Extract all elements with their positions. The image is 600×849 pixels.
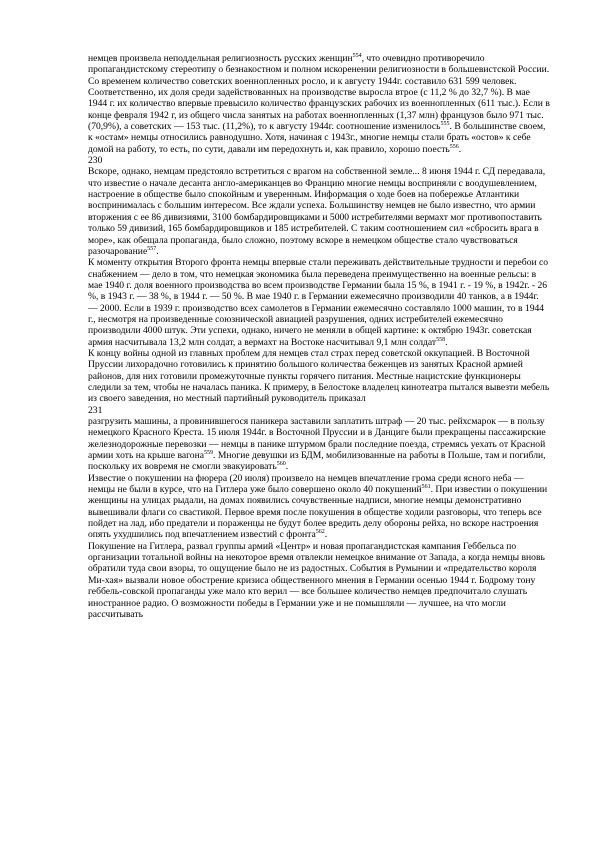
footnote-marker: 561 bbox=[421, 484, 431, 491]
footnote-marker: 560 bbox=[276, 461, 286, 468]
footnote-marker: 556 bbox=[449, 143, 459, 150]
footnote-marker: 559 bbox=[204, 450, 214, 457]
text-run: . bbox=[458, 143, 462, 155]
paragraph bbox=[88, 166, 550, 257]
text-run: , что очевидно противоречило пропагандистскому стереотипу о безнакостном и полном искоренении религиозности в большевистской России. Со временем количество советских военнопленных росло, и к августу 1944г. составило 631 599 человек. Соответственно, их доля среди задействованных на производстве выросла втрое (с 11,2 % до 32,7 %). В мае 1944 г. их количество впервые превысило количество французских рабочих из военнопленных (611 тыс.). Если в конце февраля 1942 г, из общего числа занятых на работах военнопленных (1,37 млн) французов было 971 тыс. (70,9%), а советских — 153 тыс. (11,2%), то к августу 1944г. соотношение изменилось bbox=[88, 53, 550, 133]
text-run: К моменту открытия Второго фронта немцы впервые стали переживать действительные трудности и перебои со снабжением — дело в том, что немецкая экономика была переведена преимущественно на военные рельсы: в мае 1940 г. доля военного производства во всем производстве Германии была 15 %, в 1941 г. - 19 %, в 1942г. - 26 %, в 1943 г. — 38 %, в 1944 г. — 50 %. В мае 1940 г. в Германии ежемесячно производили 40 танков, а в 1944г. — 2000. Если в 1939 г. производство всех самолетов в Германии ежемесячно составляло 1000 машин, то в 1944 г., несмотря на произведенные союзнической авиацией разрушения, одних истребителей ежемесячно производили 4000 штук. Эти успехи, однако, ничего не меняли в общей картине: к октябрю 1943г. советская армия насчитывала 13,2 млн солдат, а вермахт на Востоке насчитывал 9,1 млн солдат bbox=[88, 257, 549, 348]
text-run: Покушение на Гитлера, развал группы армий «Центр» и новая пропагандистская кампания Геббельса по организации тотальной войны на некоторое время отвлекли немецкое внимание от Запада, а когда немцы вновь обратили туда свои взоры, то ощущение было не из радостных. События в Румынии и «предательство короля Ми-хая» вызвали новое обострение кризиса общественного мнения в Германии осенью 1944 г. Бодрому тону геббель-совской пропаганды уже мало кто верил — все большее количество немцев предпочитало слушать иностранное радио. О возможности победы в Германии уже и не помышляли — лучшее, на что могли рассчитывать bbox=[88, 540, 545, 620]
paragraph bbox=[88, 473, 550, 541]
text-run: разгрузить машины, а провинившегося паникера заставили заплатить штраф — 20 тыс. рейхсмарок — в пользу немецкого Красного Креста. 15 июля 1944г. в Восточной Пруссии и в Данциге были прекращены пассажирские железнодорожные перевозки — немцы в панике штурмом брали последние поезда, стремясь уехать от Красной армии хоть на крыше вагона bbox=[88, 416, 546, 462]
footnote-marker: 558 bbox=[436, 336, 446, 343]
paragraph bbox=[88, 541, 550, 620]
text-run: Известие о покушении на фюрера (20 июля) произвело на немцев впечатление грома среди ясного неба — немцы не были в курсе, что на Гитлера уже было совершено около 40 покушений bbox=[88, 472, 524, 496]
text-run: . bbox=[324, 529, 328, 541]
text-run: Вскоре, однако, немцам предстояло встретиться с врагом на собственной земле... 8 июня 1944 г. СД передавала, что известие о начале десанта англо-американцев во Францию многие немцы восприняли с воодушевлением, настроение в обществе было спокойным и уверенным. Информация о ходе боев на побережье Атлантики воспринималась с большим интересом. Все ждали успеха. Большинству немцев не было известно, что армии вторжения с ее 86 дивизиями, 3100 бомбардировщиками и 5000 истребителями вермахт мог противопоставить только 59 дивизий, 165 бомбардировщиков и 185 истребителей. С таким соотношением сил «сбросить врага в море», как обещала пропаганда, было сложно, поэтому вскоре в немецком обществе стало чувствоваться разочарование bbox=[88, 166, 546, 257]
text-run: . При известии о покушении женщины на улицах рыдали, на домах появились сочувственные надписи, многие немцы демонстративно вывешивали флаги со свастикой. Первое время после покушения в обществе ходили разговоры, что теперь все пойдет на лад, ибо предатели и пораженцы не будут более вредить делу обороны рейха, но вскоре настроения опять ухудшились под впечатлением известий с фронта bbox=[88, 484, 548, 541]
footnote-marker: 562 bbox=[315, 529, 325, 536]
text-run: . Многие девушки из БДМ, мобилизованные на работы в Польше, там и погибли, поскольку их вовремя не смогли эвакуировать bbox=[88, 450, 546, 473]
footnote-marker: 557 bbox=[147, 245, 157, 252]
paragraph bbox=[88, 348, 550, 405]
page-number: 230 bbox=[88, 155, 103, 167]
text-run: . В большинстве своем, к «остам» немцы относились равнодушно. Хотя, начиная с 1943г., многие немцы стали брать «остов» к себе домой на работу, то есть, по сути, давали им передохнуть и, как правило, хорошо поесть bbox=[88, 121, 546, 155]
paragraph bbox=[88, 53, 550, 155]
text-run: . bbox=[156, 245, 159, 257]
text-run: немцев произвела неподдельная религиозность русских женщин bbox=[88, 53, 353, 64]
paragraph bbox=[88, 416, 550, 473]
paragraph bbox=[88, 257, 550, 348]
page-number: 231 bbox=[88, 404, 103, 416]
text-run: . bbox=[445, 336, 448, 348]
text-run: . bbox=[285, 461, 289, 473]
footnote-marker: 554 bbox=[352, 53, 362, 59]
text-run: К концу войны одной из главных проблем для немцев стал страх перед советской оккупацией. В Восточной Пруссии лихорадочно готовились к принятию большого количества беженцев из занятых Красной армией районов, для них готовили промежуточные пункты горячего питания. Местные нацистские функционеры следили за тем, чтобы не началась паника. К примеру, в Белостоке владелец кинотеатра пытался вывезти мебель из своего заведения, но местный партийный руководитель приказал bbox=[88, 347, 550, 405]
footnote-marker: 555 bbox=[440, 121, 450, 128]
document-page bbox=[88, 53, 550, 620]
